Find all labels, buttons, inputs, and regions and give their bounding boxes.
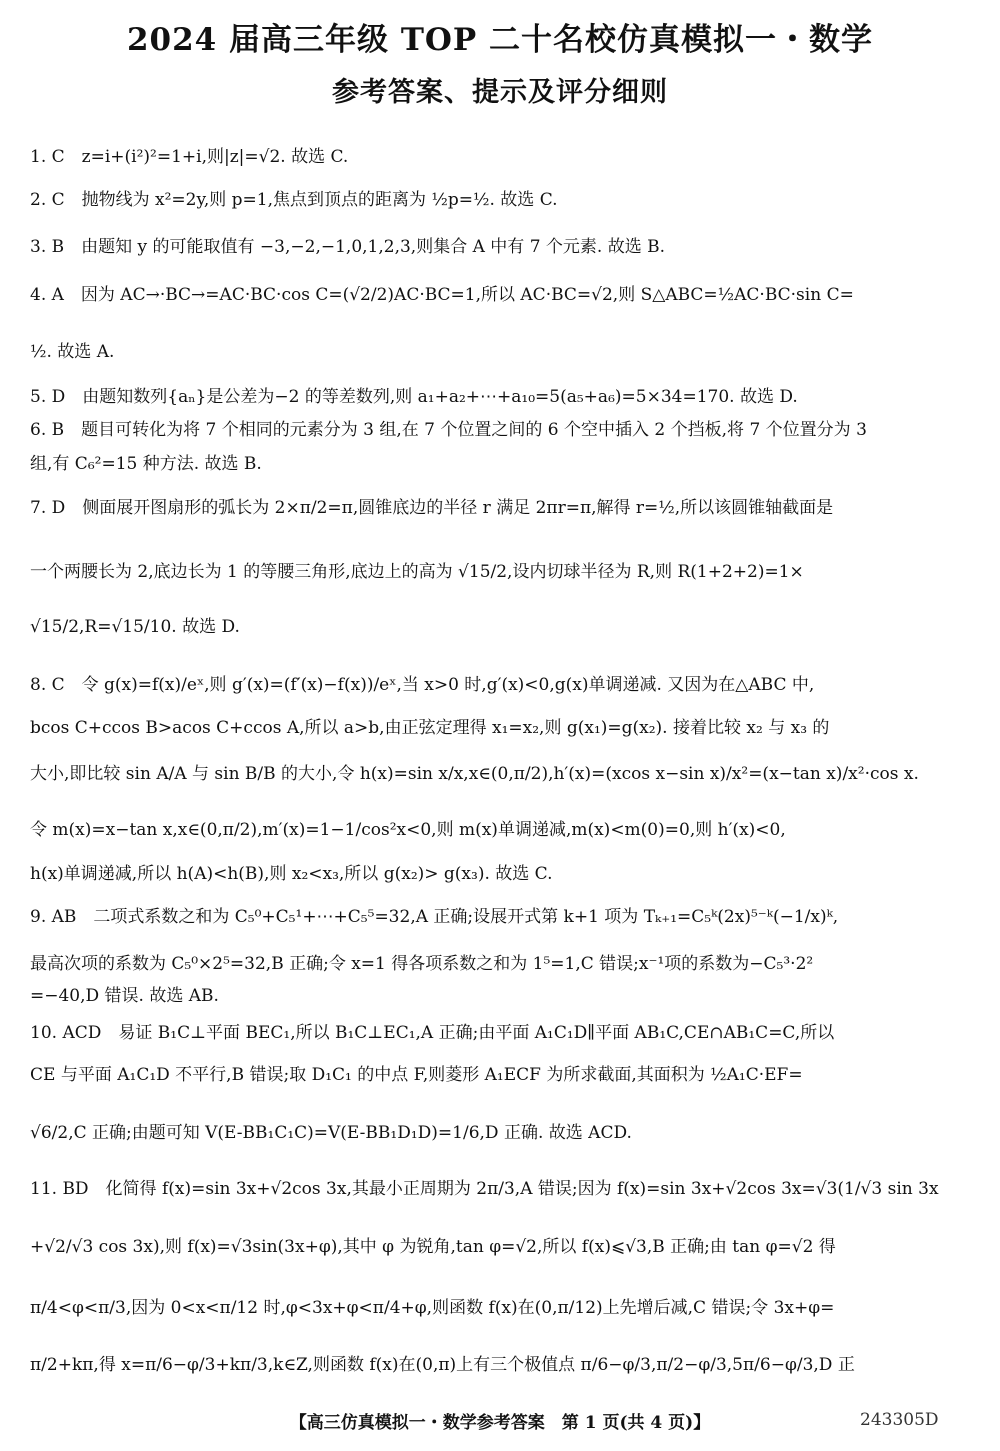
answer-line: bcos C+ccos B>acos C+ccos A,所以 a>b,由正弦定理得 x₁=x₂,则 g(x₁)=g(x₂). 接着比较 x₂ 与 x₃ 的 (30, 718, 830, 738)
answer-line: 7. D 侧面展开图扇形的弧长为 2×π/2=π,圆锥底边的半径 r 满足 2πr=π,解得 r=½,所以该圆锥轴截面是 (30, 498, 834, 518)
answer-line: 4. A 因为 AC→·BC→=AC·BC·cos C=(√2/2)AC·BC=1,所以 AC·BC=√2,则 S△ABC=½AC·BC·sin C= (30, 285, 854, 305)
answer-line: h(x)单调递减,所以 h(A)<h(B),则 x₂<x₃,所以 g(x₂)> g(x₃). 故选 C. (30, 864, 553, 884)
answer-line: 令 m(x)=x−tan x,x∈(0,π/2),m′(x)=1−1/cos²x<0,则 m(x)单调递减,m(x)<m(0)=0,则 h′(x)<0, (30, 820, 786, 840)
answer-line: √6/2,C 正确;由题可知 V(E-BB₁C₁C)=V(E-BB₁D₁D)=1/6,D 正确. 故选 ACD. (30, 1123, 632, 1143)
page-subtitle: 参考答案、提示及评分细则 (332, 77, 668, 108)
answer-line: 最高次项的系数为 C₅⁰×2⁵=32,B 正确;令 x=1 得各项系数之和为 1⁵=1,C 错误;x⁻¹项的系数为−C₅³·2² (30, 954, 814, 974)
answer-line: ½. 故选 A. (30, 342, 115, 362)
answer-line: 10. ACD 易证 B₁C⊥平面 BEC₁,所以 B₁C⊥EC₁,A 正确;由平面 A₁C₁D∥平面 AB₁C,CE∩AB₁C=C,所以 (30, 1023, 835, 1043)
answer-line: 1. C z=i+(i²)²=1+i,则|z|=√2. 故选 C. (30, 147, 349, 167)
answer-line: 9. AB 二项式系数之和为 C₅⁰+C₅¹+⋯+C₅⁵=32,A 正确;设展开式第 k+1 项为 Tₖ₊₁=C₅ᵏ(2x)⁵⁻ᵏ(−1/x)ᵏ, (30, 907, 839, 927)
answer-line: π/4<φ<π/3,因为 0<x<π/12 时,φ<3x+φ<π/4+φ,则函数 f(x)在(0,π/12)上先增后减,C 错误;令 3x+φ= (30, 1298, 835, 1318)
page-footer: 【高三仿真模拟一・数学参考答案 第 1 页(共 4 页)】 (289, 1413, 711, 1433)
answer-line: 8. C 令 g(x)=f(x)/eˣ,则 g′(x)=(f′(x)−f(x))/eˣ,当 x>0 时,g′(x)<0,g(x)单调递减. 又因为在△ABC 中, (30, 675, 815, 695)
answer-line: 5. D 由题知数列{aₙ}是公差为−2 的等差数列,则 a₁+a₂+⋯+a₁₀=5(a₅+a₆)=5×34=170. 故选 D. (30, 387, 798, 407)
answer-line: 3. B 由题知 y 的可能取值有 −3,−2,−1,0,1,2,3,则集合 A 中有 7 个元素. 故选 B. (30, 237, 666, 257)
answer-line: 一个两腰长为 2,底边长为 1 的等腰三角形,底边上的高为 √15/2,设内切球半径为 R,则 R(1+2+2)=1× (30, 562, 804, 582)
document-code: 243305D (860, 1410, 939, 1430)
answer-line: 2. C 抛物线为 x²=2y,则 p=1,焦点到顶点的距离为 ½p=½. 故选 C. (30, 190, 558, 210)
answer-line: =−40,D 错误. 故选 AB. (30, 986, 219, 1006)
answer-line: +√2/√3 cos 3x),则 f(x)=√3sin(3x+φ),其中 φ 为锐角,tan φ=√2,所以 f(x)⩽√3,B 正确;由 tan φ=√2 得 (30, 1237, 836, 1257)
answer-line: √15/2,R=√15/10. 故选 D. (30, 617, 240, 637)
answer-line: CE 与平面 A₁C₁D 不平行,B 错误;取 D₁C₁ 的中点 F,则菱形 A₁ECF 为所求截面,其面积为 ½A₁C·EF= (30, 1065, 803, 1085)
answer-line: 11. BD 化简得 f(x)=sin 3x+√2cos 3x,其最小正周期为 2π/3,A 错误;因为 f(x)=sin 3x+√2cos 3x=√3(1/√3 sin 3x (30, 1179, 939, 1199)
answer-line: 大小,即比较 sin A/A 与 sin B/B 的大小,令 h(x)=sin x/x,x∈(0,π/2),h′(x)=(xcos x−sin x)/x²=(x−tan x)/x²·cos x. (30, 764, 919, 784)
answer-line: 6. B 题目可转化为将 7 个相同的元素分为 3 组,在 7 个位置之间的 6 个空中插入 2 个挡板,将 7 个位置分为 3 (30, 420, 867, 440)
answer-line: 组,有 C₆²=15 种方法. 故选 B. (30, 454, 262, 474)
watermark-logo (870, 1370, 970, 1430)
answer-line: π/2+kπ,得 x=π/6−φ/3+kπ/3,k∈Z,则函数 f(x)在(0,π)上有三个极值点 π/6−φ/3,π/2−φ/3,5π/6−φ/3,D 正 (30, 1355, 855, 1375)
page-title: 2024 届高三年级 TOP 二十名校仿真模拟一・数学 (126, 22, 874, 58)
